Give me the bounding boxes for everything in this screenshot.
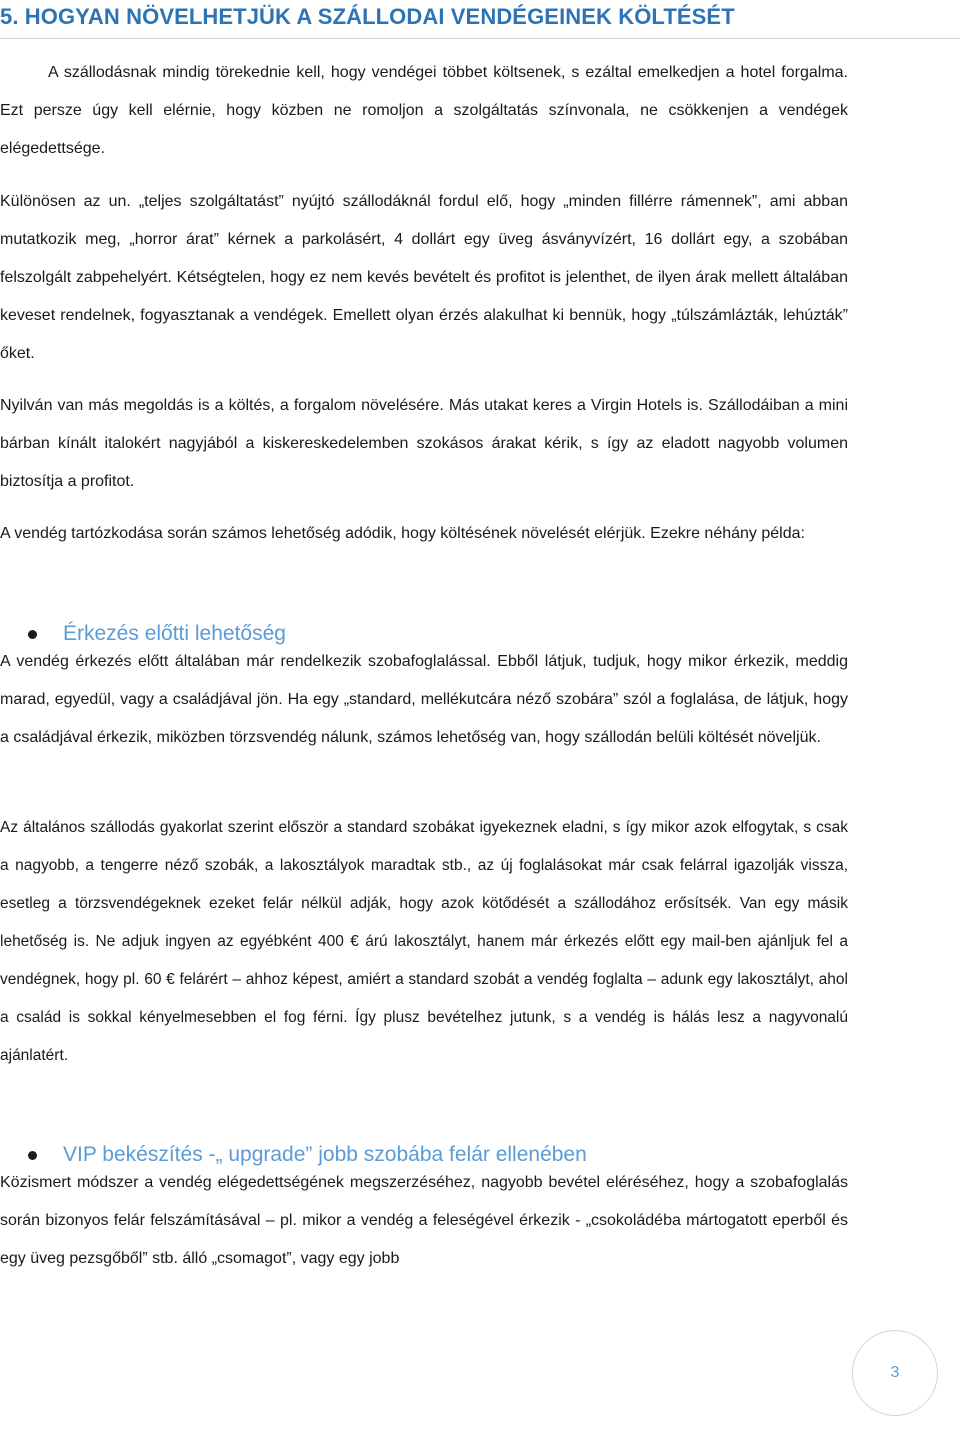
paragraph-examples-intro: A vendég tartózkodása során számos lehetőség adódik, hogy költésének növelését elérjük. Ezekre néhány példa:: [0, 525, 805, 542]
paragraph-upsell: Az általános szállodás gyakorlat szerint először a standard szobákat igyekeznek eladni, s így mikor azok elfogytak, s csak a nagyobb, a tengerre néző szobák, a lakosztályok maradtak stb., az új foglalásokat már csak felárral igazolják vissza, esetleg a törzsvendégeknek ezeket felár nélkül adják, hogy azok kötődését a szállodához erősítsék. Van egy másik lehetőség is. Ne adjuk ingyen az egyébként 400 € árú lakosztályt, hanem már érkezés előtt egy mail-ben ajánljuk fel a vendégnek, hogy pl. 60 € felárért – ahhoz képest, amiért a standard szobát a vendég foglalta – adunk egy lakosztályt, ahol a család is sokkal kényelmesebben el fog férni. Így plusz bevételhez jutunk, s a vendég is hálás lesz a nagyvonalú ajánlatért.: [0, 819, 848, 1064]
heading-divider: [0, 38, 960, 39]
page-number: 3: [890, 1364, 900, 1381]
paragraph-intro: A szállodásnak mindig törekednie kell, hogy vendégei többet költsenek, s ezáltal emelkedjen a hotel forgalma. Ezt persze úgy kell elérnie, hogy közben ne romoljon a szolgáltatás színvonala, ne csökkenjen a vendégek elégedettsége.: [0, 64, 848, 157]
subheading-pre-arrival: Érkezés előtti lehetőség: [63, 622, 286, 645]
section-heading: 5. HOGYAN NÖVELHETJÜK A SZÁLLODAI VENDÉGEINEK KÖLTÉSÉT: [0, 4, 735, 29]
bullet-icon: [28, 630, 37, 639]
subheading-vip: VIP bekészítés -„ upgrade” jobb szobába felár ellenében: [63, 1143, 587, 1166]
paragraph-virgin-hotels: Nyilván van más megoldás is a költés, a forgalom növelésére. Más utakat keres a Virgin Hotels is. Szállodáiban a mini bárban kínált italokért nagyjából a kiskereskedelemben szokásos árakat kérik, s így az eladott nagyobb volumen biztosítja a profitot.: [0, 397, 848, 490]
bullet-icon: [28, 1151, 37, 1160]
paragraph-full-service: Különösen az un. „teljes szolgáltatást” nyújtó szállodáknál fordul elő, hogy „minden fillérre rámennek”, ami abban mutatkozik meg, „horror árat” kérnek a parkolásért, 4 dollárt egy üveg ásványvízért, 16 dollárt egy, a szobában felszolgált zabpehelyért. Kétségtelen, hogy ez nem kevés bevételt és profitot is jelenthet, de ilyen árak mellett általában keveset rendelnek, fogyasztanak a vendégek. Emellett olyan érzés alakulhat ki bennük, hogy „túlszámlázták, lehúzták” őket.: [0, 193, 848, 362]
paragraph-vip: Közismert módszer a vendég elégedettségének megszerzéséhez, nagyobb bevétel eléréséhez, hogy a szobafoglalás során bizonyos felár felszámításával – pl. mikor a vendég a feleségével érkezik - „csokoládéba mártogatott eperből és egy üveg pezsgőből” stb. álló „csomagot”, vagy egy jobb: [0, 1174, 848, 1267]
page-number-badge: [852, 1330, 938, 1416]
paragraph-pre-arrival: A vendég érkezés előtt általában már rendelkezik szobafoglalással. Ebből látjuk, tudjuk, hogy mikor érkezik, meddig marad, egyedül, vagy a családjával jön. Ha egy „standard, mellékutcára néző szobára” szól a foglalása, de látjuk, hogy a családjával érkezik, miközben törzsvendég nálunk, számos lehetőség van, hogy szállodán belüli költését növeljük.: [0, 653, 848, 746]
